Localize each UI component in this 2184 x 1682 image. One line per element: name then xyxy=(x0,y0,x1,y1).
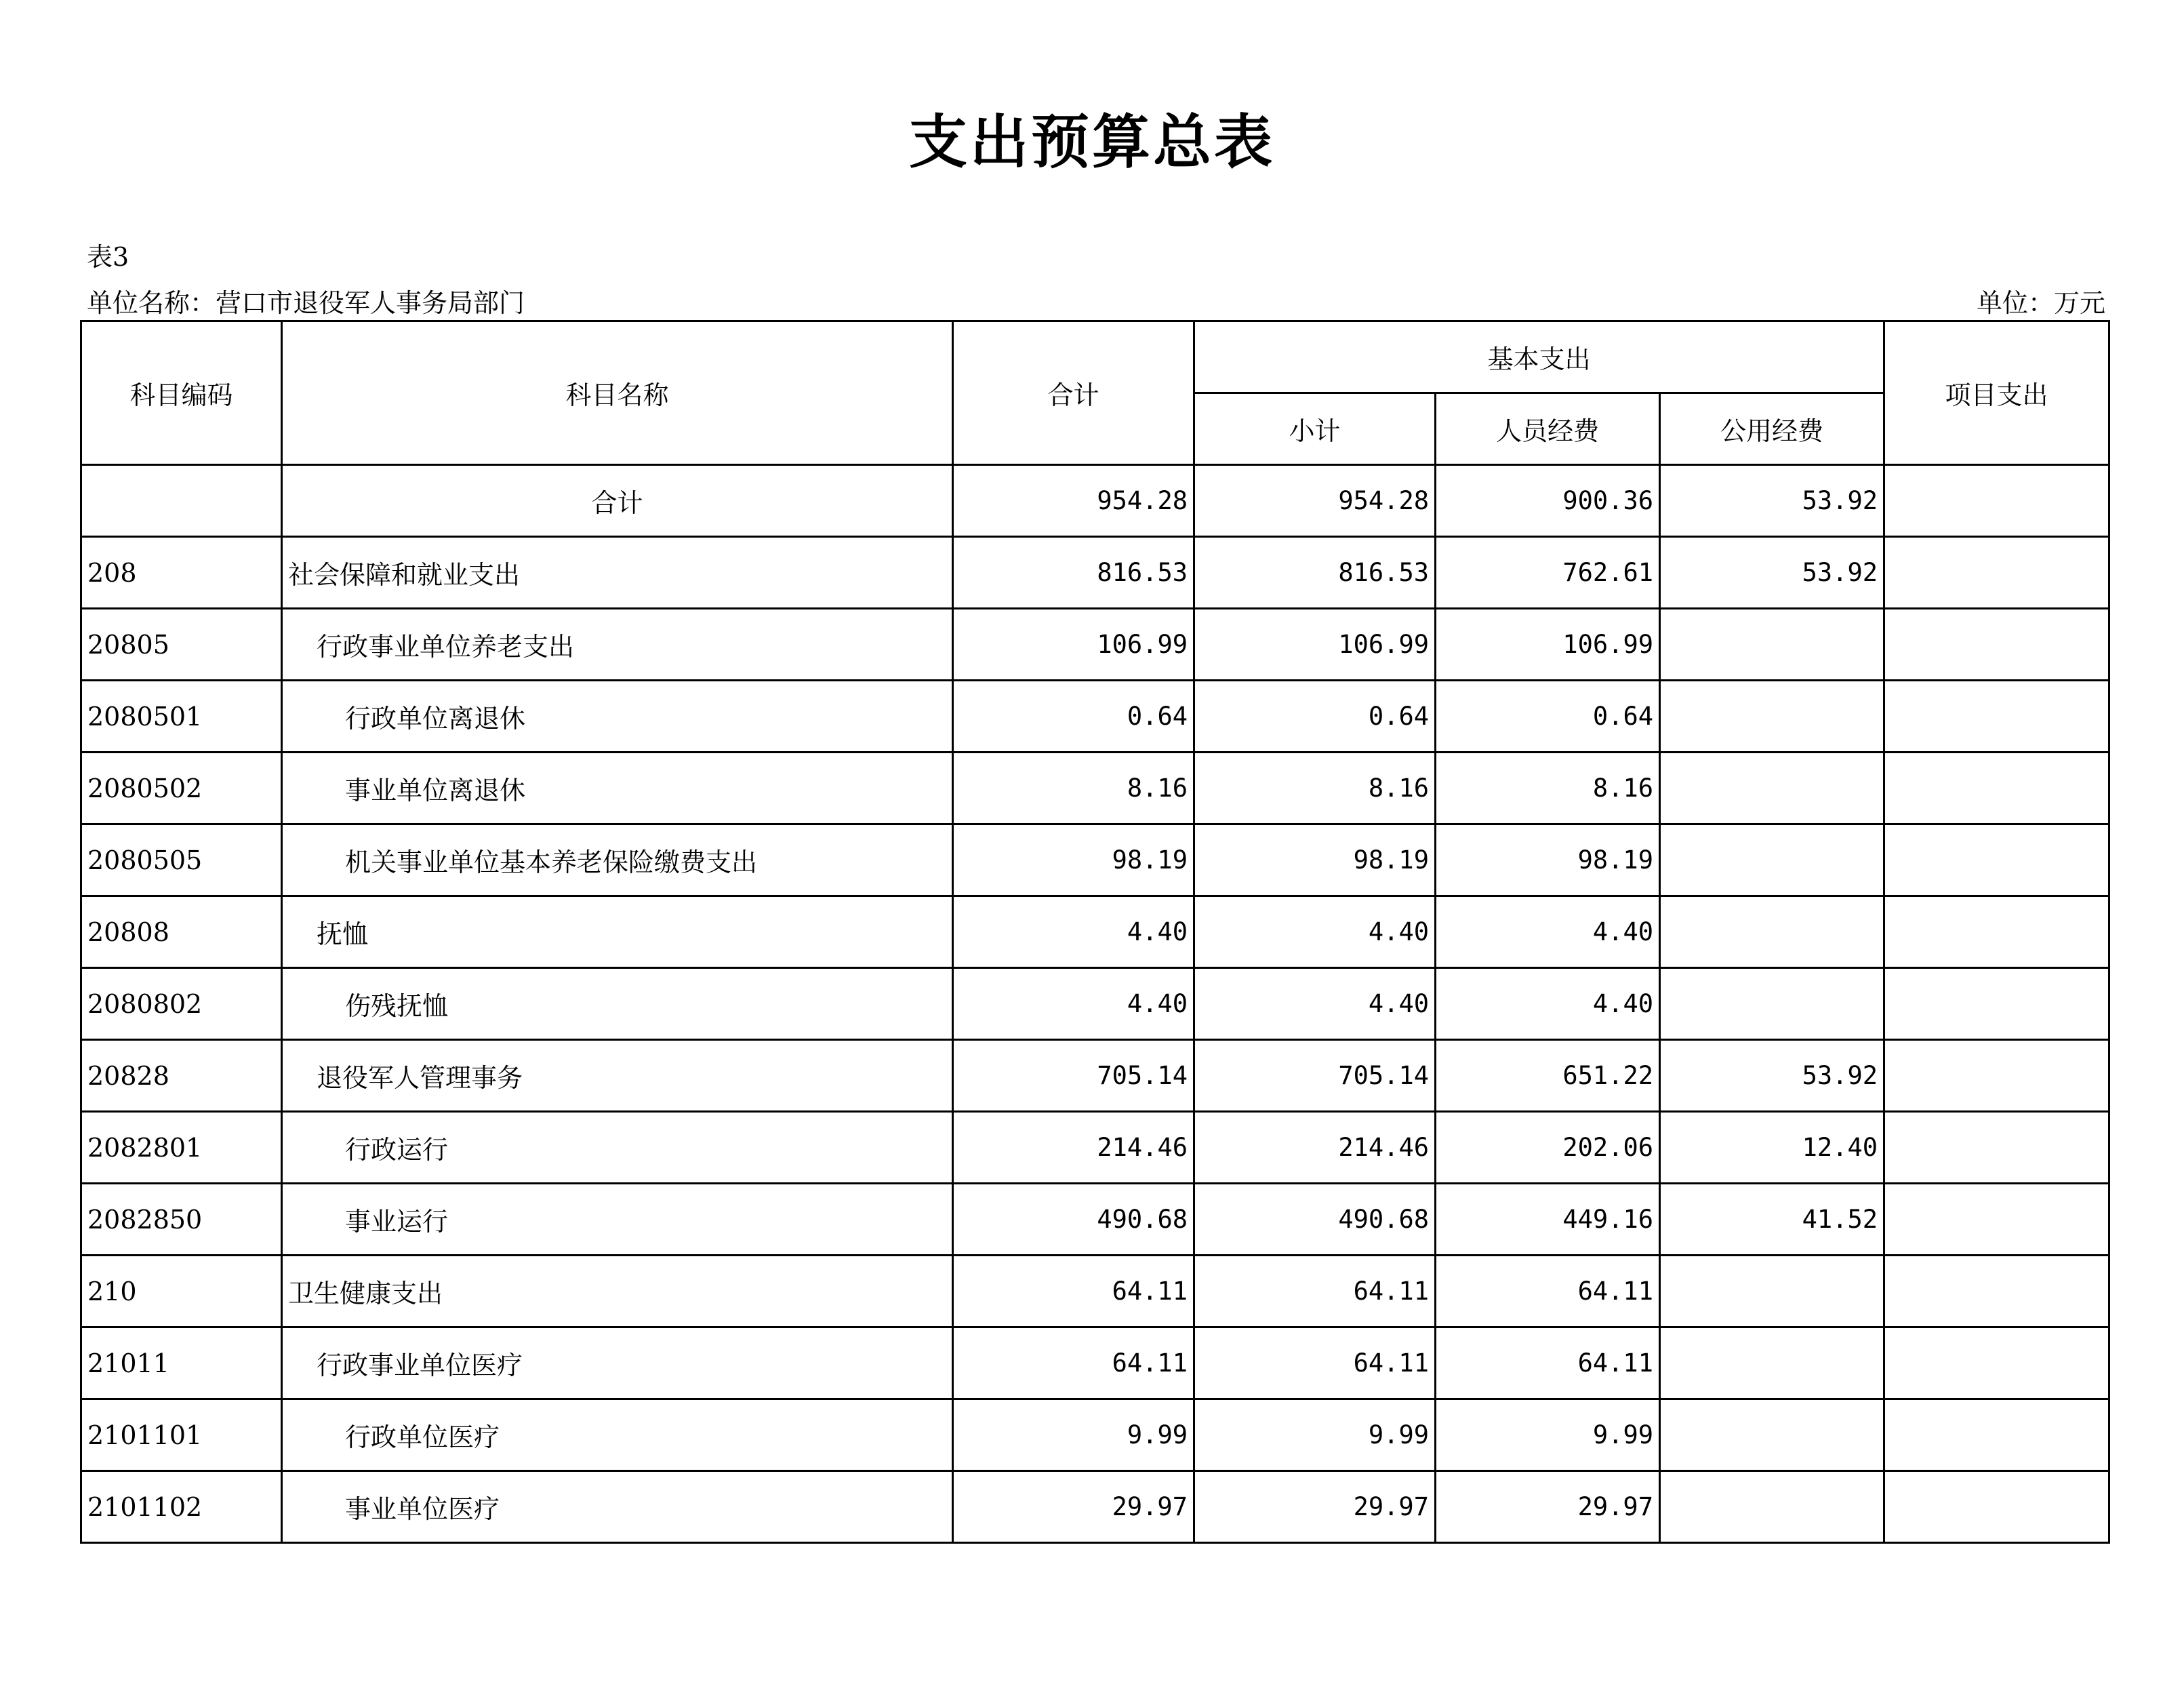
code-cell: 2080802 xyxy=(81,968,282,1040)
table-number: 表3 xyxy=(87,242,129,272)
subtotal-cell: 816.53 xyxy=(1194,537,1436,609)
total-cell: 64.11 xyxy=(953,1256,1194,1327)
project-cell xyxy=(1884,968,2109,1040)
header-public: 公用经费 xyxy=(1660,393,1884,465)
header-personnel: 人员经费 xyxy=(1436,393,1660,465)
code-cell: 2080505 xyxy=(81,824,282,896)
total-cell: 214.46 xyxy=(953,1112,1194,1184)
project-cell xyxy=(1884,1184,2109,1256)
project-cell xyxy=(1884,537,2109,609)
public-cell xyxy=(1660,609,1884,681)
public-cell xyxy=(1660,1327,1884,1399)
table-row xyxy=(81,753,2109,824)
table-row xyxy=(81,1327,2109,1399)
table-row xyxy=(81,1471,2109,1543)
personnel-cell: 4.40 xyxy=(1436,968,1660,1040)
project-cell xyxy=(1884,1399,2109,1471)
public-cell xyxy=(1660,968,1884,1040)
public-cell: 12.40 xyxy=(1660,1112,1884,1184)
personnel-cell: 202.06 xyxy=(1436,1112,1660,1184)
name-cell: 行政事业单位养老支出 xyxy=(282,609,953,681)
code-cell: 21011 xyxy=(81,1327,282,1399)
public-cell xyxy=(1660,824,1884,896)
subtotal-cell: 4.40 xyxy=(1194,968,1436,1040)
table-row xyxy=(81,537,2109,609)
project-cell xyxy=(1884,1040,2109,1112)
personnel-cell: 8.16 xyxy=(1436,753,1660,824)
subtotal-cell: 705.14 xyxy=(1194,1040,1436,1112)
total-cell: 816.53 xyxy=(953,537,1194,609)
summary-total: 954.28 xyxy=(953,465,1194,537)
budget-table xyxy=(80,320,2110,1544)
table-row xyxy=(81,609,2109,681)
total-cell: 8.16 xyxy=(953,753,1194,824)
public-cell xyxy=(1660,1399,1884,1471)
total-cell: 705.14 xyxy=(953,1040,1194,1112)
code-cell: 2080501 xyxy=(81,681,282,753)
code-cell: 208 xyxy=(81,537,282,609)
total-cell: 0.64 xyxy=(953,681,1194,753)
header-project: 项目支出 xyxy=(1884,321,2109,465)
total-cell: 4.40 xyxy=(953,968,1194,1040)
name-cell: 事业单位医疗 xyxy=(282,1471,953,1543)
name-cell: 行政运行 xyxy=(282,1112,953,1184)
header-subtotal: 小计 xyxy=(1194,393,1436,465)
name-cell: 行政事业单位医疗 xyxy=(282,1327,953,1399)
total-cell: 9.99 xyxy=(953,1399,1194,1471)
project-cell xyxy=(1884,824,2109,896)
name-cell: 事业运行 xyxy=(282,1184,953,1256)
currency-unit-label: 单位：万元 xyxy=(1976,288,2105,318)
header-code: 科目编码 xyxy=(81,321,282,465)
summary-project xyxy=(1884,465,2109,537)
subtotal-cell: 0.64 xyxy=(1194,681,1436,753)
personnel-cell: 0.64 xyxy=(1436,681,1660,753)
total-cell: 4.40 xyxy=(953,896,1194,968)
total-cell: 490.68 xyxy=(953,1184,1194,1256)
public-cell xyxy=(1660,753,1884,824)
summary-personnel: 900.36 xyxy=(1436,465,1660,537)
name-cell: 卫生健康支出 xyxy=(282,1256,953,1327)
unit-name-label: 单位名称：营口市退役军人事务局部门 xyxy=(87,288,525,318)
subtotal-cell: 8.16 xyxy=(1194,753,1436,824)
public-cell xyxy=(1660,896,1884,968)
subtotal-cell: 106.99 xyxy=(1194,609,1436,681)
project-cell xyxy=(1884,1112,2109,1184)
table-row xyxy=(81,1184,2109,1256)
table-row xyxy=(81,1112,2109,1184)
name-cell: 行政单位离退休 xyxy=(282,681,953,753)
name-cell: 事业单位离退休 xyxy=(282,753,953,824)
personnel-cell: 9.99 xyxy=(1436,1399,1660,1471)
code-cell: 2101102 xyxy=(81,1471,282,1543)
name-cell: 机关事业单位基本养老保险缴费支出 xyxy=(282,824,953,896)
project-cell xyxy=(1884,609,2109,681)
header-basic: 基本支出 xyxy=(1194,321,1884,393)
total-cell: 64.11 xyxy=(953,1327,1194,1399)
table-row xyxy=(81,1399,2109,1471)
table-row xyxy=(81,1040,2109,1112)
subtotal-cell: 9.99 xyxy=(1194,1399,1436,1471)
code-cell: 20808 xyxy=(81,896,282,968)
table-row xyxy=(81,824,2109,896)
summary-subtotal: 954.28 xyxy=(1194,465,1436,537)
name-cell: 行政单位医疗 xyxy=(282,1399,953,1471)
header-total: 合计 xyxy=(953,321,1194,465)
subtotal-cell: 214.46 xyxy=(1194,1112,1436,1184)
public-cell: 53.92 xyxy=(1660,537,1884,609)
summary-label: 合计 xyxy=(282,465,953,537)
code-cell: 20805 xyxy=(81,609,282,681)
personnel-cell: 64.11 xyxy=(1436,1256,1660,1327)
personnel-cell: 106.99 xyxy=(1436,609,1660,681)
subtotal-cell: 64.11 xyxy=(1194,1256,1436,1327)
personnel-cell: 449.16 xyxy=(1436,1184,1660,1256)
subtotal-cell: 4.40 xyxy=(1194,896,1436,968)
summary-code-cell xyxy=(81,465,282,537)
total-cell: 106.99 xyxy=(953,609,1194,681)
table-row xyxy=(81,681,2109,753)
personnel-cell: 64.11 xyxy=(1436,1327,1660,1399)
subtotal-cell: 98.19 xyxy=(1194,824,1436,896)
name-cell: 社会保障和就业支出 xyxy=(282,537,953,609)
page-title: 支出预算总表 xyxy=(909,108,1275,176)
project-cell xyxy=(1884,1327,2109,1399)
public-cell xyxy=(1660,1471,1884,1543)
subtotal-cell: 490.68 xyxy=(1194,1184,1436,1256)
personnel-cell: 4.40 xyxy=(1436,896,1660,968)
code-cell: 210 xyxy=(81,1256,282,1327)
code-cell: 2080502 xyxy=(81,753,282,824)
code-cell: 2082801 xyxy=(81,1112,282,1184)
public-cell: 41.52 xyxy=(1660,1184,1884,1256)
name-cell: 伤残抚恤 xyxy=(282,968,953,1040)
code-cell: 20828 xyxy=(81,1040,282,1112)
personnel-cell: 29.97 xyxy=(1436,1471,1660,1543)
name-cell: 退役军人管理事务 xyxy=(282,1040,953,1112)
total-cell: 29.97 xyxy=(953,1471,1194,1543)
project-cell xyxy=(1884,681,2109,753)
subtotal-cell: 64.11 xyxy=(1194,1327,1436,1399)
table-row xyxy=(81,1256,2109,1327)
table-row xyxy=(81,968,2109,1040)
public-cell xyxy=(1660,681,1884,753)
public-cell: 53.92 xyxy=(1660,1040,1884,1112)
summary-row xyxy=(81,465,2109,537)
total-cell: 98.19 xyxy=(953,824,1194,896)
name-cell: 抚恤 xyxy=(282,896,953,968)
summary-public: 53.92 xyxy=(1660,465,1884,537)
subtotal-cell: 29.97 xyxy=(1194,1471,1436,1543)
personnel-cell: 762.61 xyxy=(1436,537,1660,609)
code-cell: 2082850 xyxy=(81,1184,282,1256)
code-cell: 2101101 xyxy=(81,1399,282,1471)
project-cell xyxy=(1884,1256,2109,1327)
project-cell xyxy=(1884,753,2109,824)
header-name: 科目名称 xyxy=(282,321,953,465)
project-cell xyxy=(1884,896,2109,968)
personnel-cell: 98.19 xyxy=(1436,824,1660,896)
personnel-cell: 651.22 xyxy=(1436,1040,1660,1112)
project-cell xyxy=(1884,1471,2109,1543)
table-row xyxy=(81,896,2109,968)
public-cell xyxy=(1660,1256,1884,1327)
